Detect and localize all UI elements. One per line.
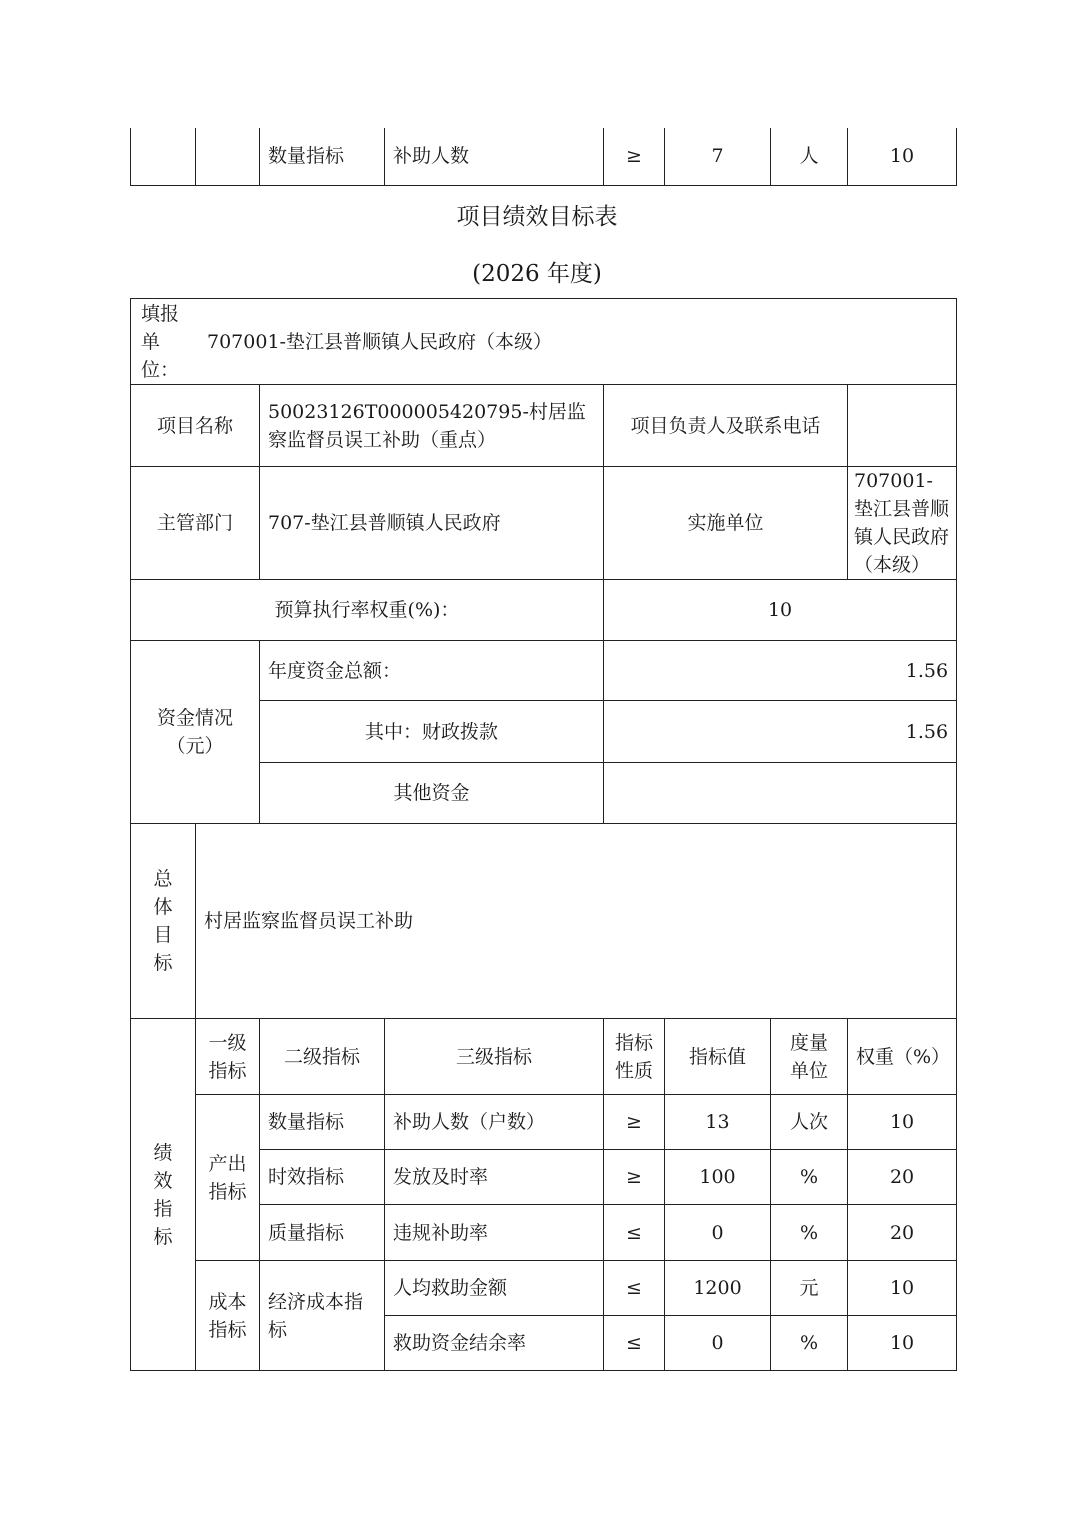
fiscal-label: 其中：财政拨款: [260, 701, 604, 763]
indicator-unit: %: [771, 1316, 848, 1371]
performance-target-table: [130, 298, 957, 1371]
indicator-unit: 元: [771, 1261, 848, 1316]
filler-value: 707001-垫江县普顺镇人民政府（本级）: [207, 330, 552, 353]
impl-label: 实施单位: [604, 467, 848, 580]
contact-value: [848, 385, 957, 467]
indicator-weight: 10: [848, 128, 957, 185]
indicator-weight: 20: [848, 1150, 957, 1205]
other-funds-value: [604, 763, 957, 824]
indicator-value: 1200: [665, 1261, 771, 1316]
tertiary-indicator: 人均救助金额: [385, 1261, 604, 1316]
table-row: [131, 128, 957, 185]
indicator-weight: 20: [848, 1205, 957, 1261]
table-row: [131, 385, 957, 467]
tertiary-indicator: 救助资金结余率: [385, 1316, 604, 1371]
indicator-unit: %: [771, 1150, 848, 1205]
annual-total-label: 年度资金总额：: [260, 641, 604, 701]
tertiary-indicator: 违规补助率: [385, 1205, 604, 1261]
continuation-table: [130, 128, 957, 186]
table-row: [131, 824, 957, 1019]
empty-cell: [196, 128, 260, 185]
overall-goal-label: 总 体 目 标: [131, 824, 196, 1019]
secondary-indicator: 数量指标: [260, 1095, 385, 1150]
contact-label: 项目负责人及联系电话: [604, 385, 848, 467]
empty-cell: [131, 128, 196, 185]
indicator-nature: ≤: [604, 1205, 665, 1261]
indicator-unit: %: [771, 1205, 848, 1261]
indicator-nature: ≤: [604, 1261, 665, 1316]
secondary-indicator: 时效指标: [260, 1150, 385, 1205]
indicator-weight: 10: [848, 1316, 957, 1371]
dept-label: 主管部门: [131, 467, 260, 580]
tertiary-indicator: 发放及时率: [385, 1150, 604, 1205]
indicator-nature: ≥: [604, 128, 665, 185]
indicator-nature: ≥: [604, 1095, 665, 1150]
table-row: [131, 467, 957, 580]
indicator-weight: 10: [848, 1095, 957, 1150]
table-row: [131, 299, 957, 385]
header-value: 指标值: [665, 1019, 771, 1095]
indicator-unit: 人: [771, 128, 848, 185]
indicator-value: 13: [665, 1095, 771, 1150]
header-level2: 二级指标: [260, 1019, 385, 1095]
indicator-unit: 人次: [771, 1095, 848, 1150]
other-funds-label: 其他资金: [260, 763, 604, 824]
project-name-value: 50023126T000005420795-村居监察监督员误工补助（重点）: [260, 385, 604, 467]
page-title: 项目绩效目标表: [456, 204, 618, 230]
secondary-indicator: 质量指标: [260, 1205, 385, 1261]
header-level3: 三级指标: [385, 1019, 604, 1095]
page-subtitle: (2026 年度): [472, 261, 602, 287]
indicator-nature: ≥: [604, 1150, 665, 1205]
tertiary-indicator: 补助人数: [385, 128, 604, 185]
group-cost: 成本指标: [196, 1261, 260, 1371]
perf-indicator-label: 绩 效 指 标: [131, 1019, 196, 1371]
fiscal-value: 1.56: [604, 701, 957, 763]
header-unit: 度量单位: [771, 1019, 848, 1095]
impl-value: 707001-垫江县普顺镇人民政府（本级）: [848, 467, 957, 580]
indicator-weight: 10: [848, 1261, 957, 1316]
table-row: [131, 580, 957, 641]
budget-rate-label: 预算执行率权重(%)：: [131, 580, 604, 641]
secondary-indicator: 数量指标: [260, 128, 385, 185]
project-name-label: 项目名称: [131, 385, 260, 467]
indicator-value: 0: [665, 1316, 771, 1371]
table-row: [131, 641, 957, 701]
tertiary-indicator: 补助人数（户数）: [385, 1095, 604, 1150]
filler-row: [131, 299, 957, 385]
indicator-value: 100: [665, 1150, 771, 1205]
funds-label: 资金情况（元）: [131, 641, 260, 824]
indicator-value: 0: [665, 1205, 771, 1261]
indicator-value: 7: [665, 128, 771, 185]
budget-rate-value: 10: [604, 580, 957, 641]
secondary-indicator: 经济成本指标: [260, 1261, 385, 1371]
filler-label: 填报 单 位：: [141, 302, 180, 381]
annual-total-value: 1.56: [604, 641, 957, 701]
group-output: 产出指标: [196, 1095, 260, 1261]
table-row: [131, 1019, 957, 1095]
header-level1: 一级指标: [196, 1019, 260, 1095]
dept-value: 707-垫江县普顺镇人民政府: [260, 467, 604, 580]
table-row: [131, 1095, 957, 1150]
table-row: [131, 1261, 957, 1316]
header-weight: 权重（%）: [848, 1019, 957, 1095]
header-nature: 指标性质: [604, 1019, 665, 1095]
overall-goal-value: 村居监察监督员误工补助: [196, 824, 957, 1019]
indicator-nature: ≤: [604, 1316, 665, 1371]
